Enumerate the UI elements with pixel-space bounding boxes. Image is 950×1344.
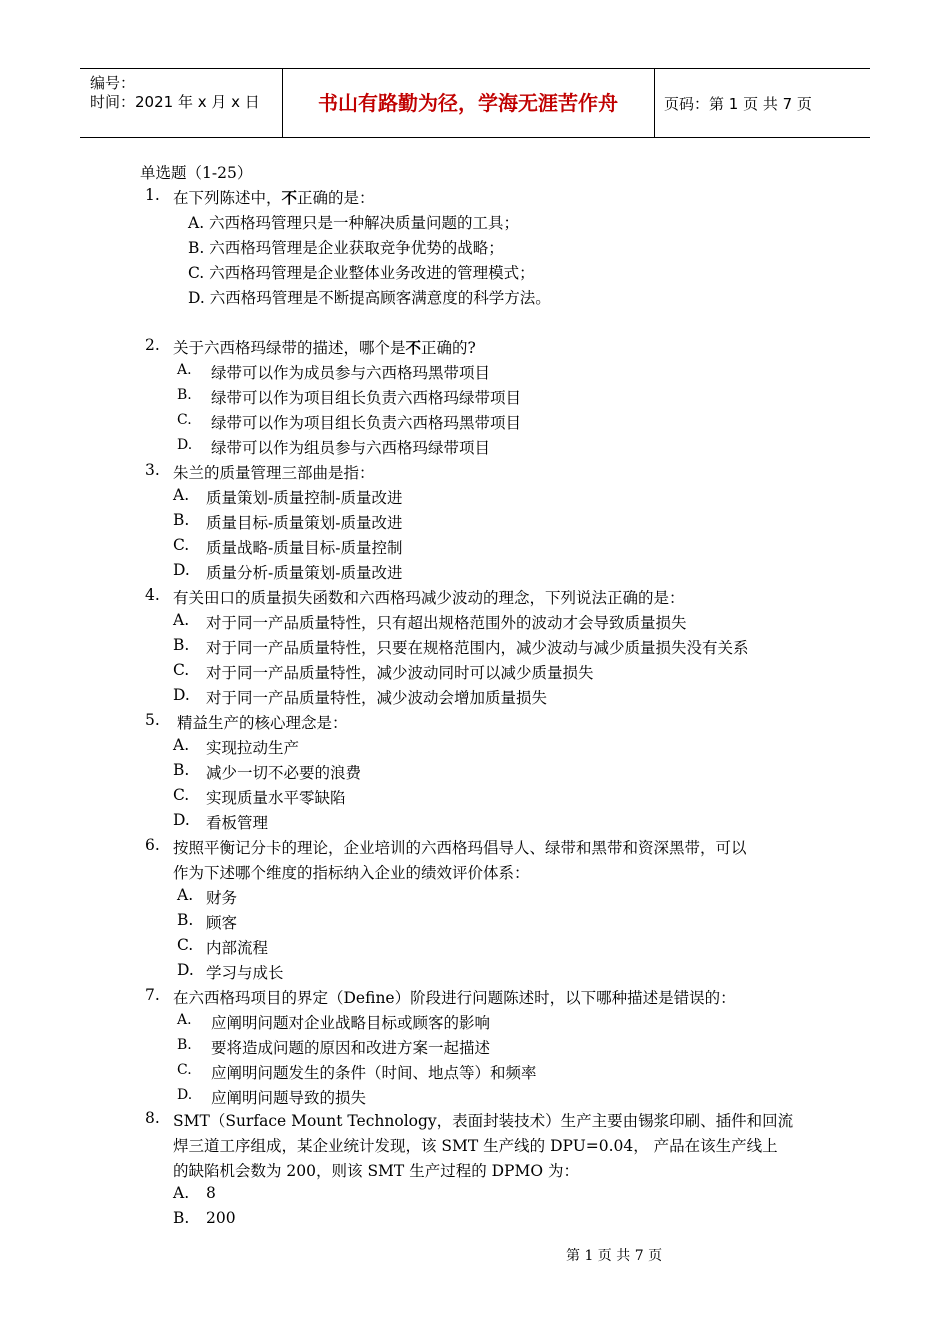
option-letter: C. <box>177 412 192 428</box>
option-b: 减少一切不必要的浪费 <box>206 764 362 782</box>
option-letter: B. <box>173 1209 190 1227</box>
question-stem-line-2: 作为下述哪个维度的指标纳入企业的绩效评价体系： <box>173 864 530 882</box>
option-d: 对于同一产品质量特性，减少波动会增加质量损失 <box>206 689 548 707</box>
option-letter: D. <box>173 686 190 704</box>
option-a: 应阐明问题对企业战略目标或顾客的影响 <box>211 1014 491 1032</box>
question-number: 3. <box>145 461 160 479</box>
option-a: 8 <box>206 1184 216 1202</box>
option-letter: C. <box>177 936 194 954</box>
question-stem: 在六西格玛项目的界定（Define）阶段进行问题陈述时，以下哪种描述是错误的： <box>173 989 736 1007</box>
page-header <box>80 68 870 138</box>
option-letter: A. <box>173 1184 190 1202</box>
option-d: 看板管理 <box>206 814 269 832</box>
question-number: 5. <box>145 711 160 729</box>
question-number: 2. <box>145 336 160 354</box>
option-b: 质量目标-质量策划-质量改进 <box>206 514 403 532</box>
option-b: 200 <box>206 1209 236 1227</box>
stem-emphasis: 不 <box>281 189 298 207</box>
option-d: 绿带可以作为组员参与六西格玛绿带项目 <box>211 439 491 457</box>
section-title: 单选题（1-25） <box>140 164 253 182</box>
stem-text: 在下列陈述中， <box>173 189 282 207</box>
stem-text: 正确的? <box>421 339 476 357</box>
option-letter: A. <box>173 736 190 754</box>
option-letter: B. <box>173 761 190 779</box>
option-letter: A. <box>177 1012 192 1028</box>
stem-emphasis: 不 <box>405 339 422 357</box>
option-c: 应阐明问题发生的条件（时间、地点等）和频率 <box>211 1064 537 1082</box>
option-b: 绿带可以作为项目组长负责六西格玛绿带项目 <box>211 389 522 407</box>
stem-text: 正确的是： <box>297 189 375 207</box>
question-stem <box>173 336 476 358</box>
question-stem-line-1: 按照平衡记分卡的理论，企业培训的六西格玛倡导人、绿带和黑带和资深黑带，可以 <box>173 839 747 857</box>
header-page-label: 页码：第 1 页 共 7 页 <box>664 95 812 113</box>
header-motto: 书山有路勤为径，学海无涯苦作舟 <box>282 69 655 137</box>
option-c: 对于同一产品质量特性，减少波动同时可以减少质量损失 <box>206 664 594 682</box>
question-number: 4. <box>145 586 160 604</box>
option-c: C. 六西格玛管理是企业整体业务改进的管理模式； <box>188 264 535 282</box>
option-a: 质量策划-质量控制-质量改进 <box>206 489 403 507</box>
question-stem <box>173 186 375 208</box>
option-b: 对于同一产品质量特性，只要在规格范围内，减少波动与减少质量损失没有关系 <box>206 639 749 657</box>
question-stem-line-3: 的缺陷机会数为 200，则该 SMT 生产过程的 DPMO 为： <box>173 1162 579 1180</box>
option-letter: A. <box>173 486 190 504</box>
header-info-cell <box>80 69 283 137</box>
option-a: 实现拉动生产 <box>206 739 300 757</box>
question-stem: 朱兰的质量管理三部曲是指： <box>173 464 375 482</box>
stem-text: 关于六西格玛绿带的描述，哪个是 <box>173 339 406 357</box>
option-letter: B. <box>173 636 190 654</box>
option-letter: B. <box>177 1037 192 1053</box>
option-b: 要将造成问题的原因和改进方案一起描述 <box>211 1039 491 1057</box>
time-label: 时间：2021 年 x 月 x 日 <box>90 93 260 111</box>
option-c: 内部流程 <box>206 939 269 957</box>
option-letter: D. <box>177 1087 193 1103</box>
question-stem: 精益生产的核心理念是： <box>177 714 348 732</box>
option-d: D. 六西格玛管理是不断提高顾客满意度的科学方法。 <box>188 289 551 307</box>
question-stem-line-2: 焊三道工序组成，某企业统计发现，该 SMT 生产线的 DPU=0.04， 产品在该生产线上 <box>173 1137 778 1155</box>
option-a: 对于同一产品质量特性，只有超出规格范围外的波动才会导致质量损失 <box>206 614 687 632</box>
option-c: 绿带可以作为项目组长负责六西格玛黑带项目 <box>211 414 522 432</box>
option-letter: D. <box>173 561 190 579</box>
option-d: 质量分析-质量策划-质量改进 <box>206 564 403 582</box>
option-letter: C. <box>177 1062 192 1078</box>
option-letter: C. <box>173 661 190 679</box>
option-a: 绿带可以作为成员参与六西格玛黑带项目 <box>211 364 491 382</box>
option-letter: A. <box>177 362 192 378</box>
page-footer: 第 1 页 共 7 页 <box>566 1248 663 1264</box>
option-c: 实现质量水平零缺陷 <box>206 789 346 807</box>
option-letter: B. <box>173 511 190 529</box>
option-letter: A. <box>177 886 194 904</box>
option-letter: C. <box>173 536 190 554</box>
option-letter: D. <box>177 961 194 979</box>
option-letter: C. <box>173 786 190 804</box>
option-letter: B. <box>177 387 192 403</box>
option-d: 应阐明问题导致的损失 <box>211 1089 367 1107</box>
option-letter: A. <box>173 611 190 629</box>
option-letter: D. <box>173 811 190 829</box>
question-stem: 有关田口的质量损失函数和六西格玛减少波动的理念，下列说法正确的是： <box>173 589 685 607</box>
question-number: 1. <box>145 186 160 204</box>
option-a: 财务 <box>206 889 238 907</box>
question-stem-line-1: SMT（Surface Mount Technology，表面封装技术）生产主要由锡浆印刷、插件和回流 <box>173 1112 794 1130</box>
question-number: 8. <box>145 1109 160 1127</box>
option-letter: B. <box>177 911 194 929</box>
option-letter: D. <box>177 437 193 453</box>
option-a: A. 六西格玛管理只是一种解决质量问题的工具； <box>188 214 520 232</box>
question-number: 6. <box>145 836 160 854</box>
number-label: 编号： <box>90 74 136 92</box>
question-number: 7. <box>145 986 160 1004</box>
option-b: 顾客 <box>206 914 238 932</box>
option-b: B. 六西格玛管理是企业获取竞争优势的战略； <box>188 239 504 257</box>
option-d: 学习与成长 <box>206 964 284 982</box>
option-c: 质量战略-质量目标-质量控制 <box>206 539 403 557</box>
